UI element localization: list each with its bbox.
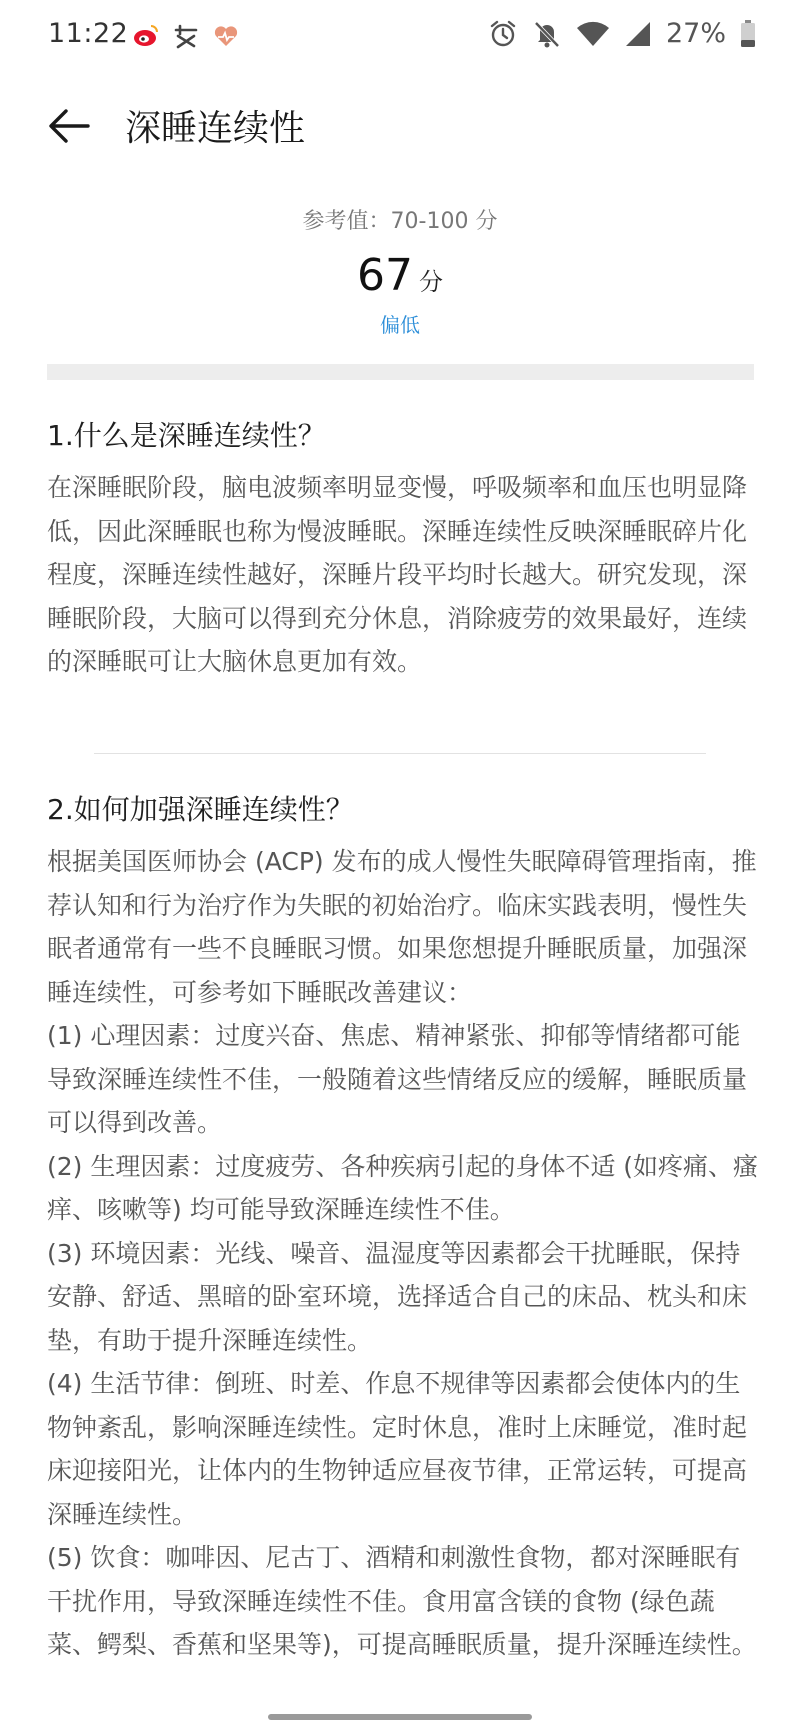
system-status-icons	[488, 18, 756, 49]
battery-icon	[740, 19, 756, 49]
section-body: 在深睡眠阶段，脑电波频率明显变慢，呼吸频率和血压也明显降低，因此深睡眠也称为慢波睡眠。深睡连续性反映深睡眠碎片化程度，深睡连续性越好，深睡片段平均时长越大。研究发现，深睡眠阶段，大脑可以得到充分休息，消除疲劳的效果最好，连续的深睡眠可让大脑休息更加有效。	[47, 473, 748, 676]
health-icon	[212, 22, 240, 50]
alipay-icon	[172, 22, 200, 50]
score-value: 67	[357, 250, 413, 301]
score-display	[0, 250, 800, 301]
page-title: 深睡连续性	[125, 108, 306, 149]
section-heading: 1.什么是深睡连续性？	[47, 419, 326, 452]
mute-icon	[532, 19, 562, 49]
app-header	[0, 82, 800, 172]
back-button[interactable]	[44, 100, 96, 152]
score-status-label: 偏低	[380, 313, 420, 337]
wifi-icon	[576, 19, 610, 49]
cellular-icon	[624, 19, 652, 49]
reference-range: 参考值：70-100 分	[302, 209, 498, 234]
weibo-icon	[132, 22, 160, 50]
battery-percent: 27%	[665, 18, 726, 49]
section-heading: 2.如何加强深睡连续性？	[47, 793, 354, 826]
alarm-icon	[488, 19, 518, 49]
score-unit: 分	[419, 268, 443, 296]
back-arrow-icon	[44, 100, 96, 152]
status-bar	[0, 0, 800, 74]
divider	[94, 753, 706, 754]
section-body: 根据美国医师协会 (ACP) 发布的成人慢性失眠障碍管理指南，推荐认知和行为治疗作为失眠的初始治疗。临床实践表明，慢性失眠者通常有一些不良睡眠习惯。如果您想提升睡眠质量，加强深睡连续性，可参考如下睡眠改善建议： (1) 心理因素：过度兴奋、焦虑、精神紧张、抑郁等情绪都可能导致深睡连续性不佳，一般随着这些情绪反应的缓解，睡眠质量可以得到改善。 (2) 生理因素：过度疲劳、各种疾病引起的身体不适 (如疼痛、瘙痒、咳嗽等) 均可能导致深睡连续性不佳。 (3) 环境因素：光线、噪音、温湿度等因素都会干扰睡眠，保持安静、舒适、黑暗的卧室环境，选择适合自己的床品、枕头和床垫，有助于提升深睡连续性。 (4) 生活节律：倒班、时差、作息不规律等因素都会使体内的生物钟紊乱，影响深睡连续性。定时休息，准时上床睡觉，准时起床迎接阳光，让体内的生物钟适应昼夜节律，正常运转，可提高深睡连续性。 (5) 饮食：咖啡因、尼古丁、酒精和刺激性食物，都对深睡眠有干扰作用，导致深睡连续性不佳。食用富含镁的食物 (绿色蔬菜、鳄梨、香蕉和坚果等)，可提高睡眠质量，提升深睡连续性。	[47, 847, 759, 1659]
section-divider	[47, 364, 754, 380]
home-indicator[interactable]	[268, 1714, 532, 1720]
status-time: 11:22	[48, 18, 129, 49]
